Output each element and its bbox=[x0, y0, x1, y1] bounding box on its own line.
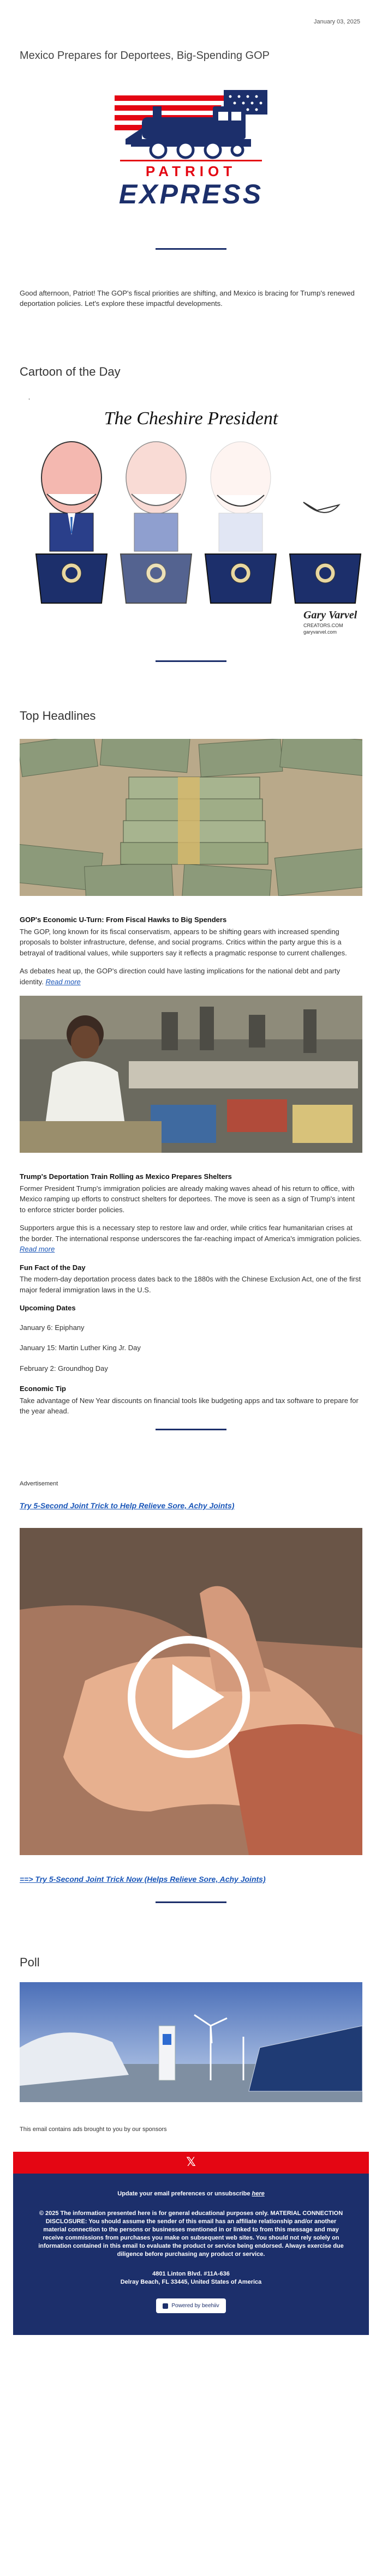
cartoonist-signature: Gary Varvel bbox=[303, 609, 357, 621]
cheshire-president-cartoon bbox=[20, 390, 362, 647]
ad-video-image[interactable] bbox=[20, 1528, 362, 1855]
list-item: February 2: Groundhog Day bbox=[20, 1364, 108, 1373]
cartoon-caption: The Cheshire President bbox=[104, 408, 278, 429]
email-subject: Mexico Prepares for Deportees, Big-Spending GOP bbox=[20, 49, 270, 62]
economic-tip-text: Take advantage of New Year discounts on financial tools like budgeting apps and tax software to prepare for the year ahead. bbox=[20, 1396, 359, 1415]
powered-by-badge[interactable]: Powered by beehiiv bbox=[156, 2298, 225, 2313]
read-more-link[interactable]: Read more bbox=[20, 1245, 55, 1253]
ad-link-top bbox=[0, 1500, 382, 1512]
upcoming-dates-title: Upcoming Dates bbox=[20, 1304, 76, 1312]
issue-date: January 03, 2025 bbox=[313, 19, 360, 25]
read-more-link[interactable]: Read more bbox=[45, 977, 81, 986]
x-logo-icon[interactable]: 𝕏 bbox=[186, 2156, 196, 2169]
patriot-express-logo bbox=[109, 85, 273, 215]
unsubscribe-link[interactable]: here bbox=[252, 2190, 265, 2197]
article-title: GOP's Economic U-Turn: From Fiscal Hawks to Big Spenders bbox=[20, 916, 227, 924]
logo-text-patriot: PATRIOT bbox=[145, 162, 237, 179]
list-item: January 15: Martin Luther King Jr. Day bbox=[20, 1344, 141, 1352]
svg-text:,: , bbox=[28, 394, 30, 401]
economic-tip-title: Economic Tip bbox=[20, 1385, 66, 1393]
fun-fact-text: The modern-day deportation process dates back to the 1880s with the Chinese Exclusion Act, one of the first major federal immigration laws in the U.S. bbox=[20, 1275, 361, 1294]
cartoon-credit-2: garyvarvel.com bbox=[303, 629, 337, 635]
money-stack-image[interactable] bbox=[20, 739, 362, 896]
headlines-section-title: Top Headlines bbox=[20, 709, 96, 723]
footer bbox=[13, 2174, 369, 2336]
cartoon-credit-1: CREATORS.COM bbox=[303, 622, 343, 628]
update-preferences: Update your email preferences or unsubscribe here bbox=[117, 2190, 265, 2197]
cartoon-image bbox=[0, 390, 382, 650]
upcoming-dates-list bbox=[20, 1322, 362, 1374]
article-paragraph-2: As debates heat up, the GOP's direction could have lasting implications for the national debt and party identity. Read more bbox=[20, 967, 341, 986]
logo-text-express: EXPRESS bbox=[118, 178, 264, 209]
ad-link-bottom bbox=[0, 1874, 382, 1885]
cartoon-section-title: Cartoon of the Day bbox=[20, 364, 121, 378]
sponsor-note: This email contains ads brought to you by our sponsors bbox=[20, 2126, 167, 2133]
ad-link[interactable]: ==> Try 5-Second Joint Trick Now (Helps Relieve Sore, Achy Joints) bbox=[20, 1875, 266, 1883]
poll-image[interactable] bbox=[20, 1982, 362, 2102]
train-logo-icon bbox=[109, 85, 273, 215]
intro-text: Good afternoon, Patriot! The GOP's fiscal priorities are shifting, and Mexico is bracing for Trump's renewed deportation policies. Let's explore these impactful developments. bbox=[20, 288, 355, 308]
ad-link[interactable]: Try 5-Second Joint Trick to Help Relieve Sore, Achy Joints) bbox=[20, 1501, 235, 1510]
article-title: Trump's Deportation Train Rolling as Mexico Prepares Shelters bbox=[20, 1172, 232, 1181]
article-gop-economy bbox=[0, 914, 382, 987]
shelter-image[interactable] bbox=[20, 996, 362, 1153]
article-paragraph: The GOP, long known for its fiscal conservatism, appears to be shifting gears with increased spending proposals to bolster infrastructure, defense, and social programs. Critics within the party argue this is a betrayal of traditional values, while supporters say it reflects a pragmatic response to current challenges. bbox=[20, 927, 347, 957]
poll-section-title: Poll bbox=[20, 1955, 40, 1969]
beehiiv-logo-icon bbox=[163, 2303, 168, 2309]
list-item: January 6: Epiphany bbox=[20, 1323, 85, 1332]
disclaimer-text: © 2025 The information presented here is for general educational purposes only. MATERIAL CONNECTION DISCLOSURE: You should assume the sender of this email has an affiliate relationship and/or another material connection to the persons or businesses mentioned in or linked to from this message and may receive commissions from purchases you make on subsequent web sites. You should not rely solely on information contained in this email to evaluate the product or service being endorsed. Always exercise due diligence before purchasing any product or service. bbox=[38, 2210, 344, 2258]
ad-label: Advertisement bbox=[20, 1480, 58, 1487]
fun-fact-title: Fun Fact of the Day bbox=[20, 1263, 86, 1272]
social-bar bbox=[13, 2152, 369, 2174]
article-paragraph-2: Supporters argue this is a necessary step to restore law and order, while critics fear humanitarian crises at the border. The international response underscores the far-reaching impact of America's immigration policies. Read more bbox=[20, 1224, 362, 1253]
article-paragraph: Former President Trump's immigration policies are already making waves ahead of his return to office, with Mexico ramping up efforts to construct shelters for deportees. The move is seen as a sign of Trump's intent to enforce stricter border policies. bbox=[20, 1184, 355, 1214]
article-deportation bbox=[0, 1171, 382, 1417]
address-line-2: Delray Beach, FL 33445, United States of America bbox=[120, 2279, 262, 2286]
address-line-1: 4801 Linton Blvd. #11A-636 bbox=[152, 2271, 230, 2278]
